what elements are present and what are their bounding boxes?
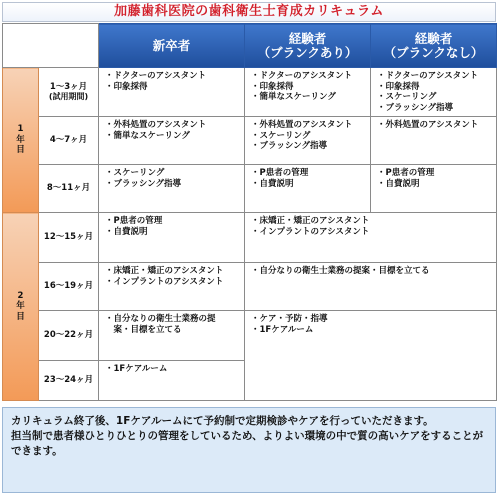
cell-r2-blank	[245, 117, 371, 165]
cell-r5-new	[99, 263, 245, 311]
table-row	[3, 311, 497, 361]
list-item: ・インプラントのアシスタント	[105, 276, 224, 287]
period-label: 8〜11ヶ月	[39, 165, 99, 213]
cell-r4-new	[99, 213, 245, 263]
list-item: ・簡単なスケーリング	[105, 130, 190, 141]
cell-r4-experienced	[245, 213, 497, 263]
list-item: ・ブラッシング指導	[377, 102, 453, 113]
summary-note	[2, 407, 496, 493]
table-row	[3, 263, 497, 311]
list-item: ・P患者の管理	[251, 168, 309, 178]
year-label-1: 1 年 目	[3, 68, 39, 213]
list-item: ・スケーリング	[377, 92, 437, 102]
cell-r6-new	[99, 311, 245, 361]
column-header-experienced-blank: 経験者 （ブランクあり）	[245, 24, 371, 68]
cell-r3-noblank	[371, 165, 497, 213]
cell-r2-new	[99, 117, 245, 165]
note-line-1: カリキュラム終了後、1Fケアルームにて予約制で定期検診やケアを行っていただきます。	[11, 415, 434, 427]
cell-r3-new	[99, 165, 245, 213]
list-item: ・ドクターのアシスタント	[105, 71, 207, 81]
list-item: ・印象採得	[251, 81, 294, 92]
list-item: ・印象採得	[105, 81, 148, 92]
list-item: ・P患者の管理	[105, 216, 163, 226]
header-row	[3, 24, 497, 68]
list-item: ・ドクターのアシスタント	[377, 71, 479, 81]
list-item: ・P患者の管理	[377, 168, 435, 178]
table-row	[3, 213, 497, 263]
list-item: ・床矯正・矯正のアシスタント	[251, 216, 370, 226]
page-title: 加藤歯科医院の歯科衛生士育成カリキュラム	[2, 2, 496, 22]
cell-r1-blank	[245, 68, 371, 117]
cell-r2-noblank	[371, 117, 497, 165]
cell-r7-new	[99, 361, 245, 401]
cell-r1-noblank	[371, 68, 497, 117]
list-item: ・ドクターのアシスタント	[251, 71, 353, 81]
list-item: ・自分なりの衛生士業務の提	[105, 314, 216, 324]
list-item: 案・目標を立てる	[105, 324, 182, 335]
list-item: ・ブラッシング指導	[105, 178, 181, 189]
cell-r6-experienced	[245, 311, 497, 401]
list-item: ・スケーリング	[105, 168, 165, 178]
period-label: 16〜19ヶ月	[39, 263, 99, 311]
cell-r3-blank	[245, 165, 371, 213]
list-item: ・床矯正・矯正のアシスタント	[105, 266, 224, 276]
list-item: ・ケア・予防・指導	[251, 314, 328, 324]
list-item: ・外科処置のアシスタント	[377, 120, 479, 130]
list-item: ・自費説明	[251, 178, 294, 189]
list-item: ・自費説明	[377, 178, 420, 189]
list-item: ・ブラッシング指導	[251, 141, 327, 151]
list-item: ・簡単なスケーリング	[251, 92, 336, 102]
list-item: ・印象採得	[377, 81, 420, 92]
column-header-new-grad: 新卒者	[99, 24, 245, 68]
list-item: ・1Fケアルーム	[251, 324, 314, 335]
period-label: 4〜7ヶ月	[39, 117, 99, 165]
corner-cell	[3, 24, 99, 68]
period-label: 12〜15ヶ月	[39, 213, 99, 263]
list-item: ・外科処置のアシスタント	[105, 120, 207, 130]
year-label-2: 2 年 目	[3, 213, 39, 401]
cell-r5-experienced	[245, 263, 497, 311]
curriculum-table	[2, 23, 497, 401]
period-label: 1〜3ヶ月 (試用期間)	[39, 68, 99, 117]
list-item: ・自分なりの衛生士業務の提案・目標を立てる	[251, 266, 430, 276]
period-label: 23〜24ヶ月	[39, 361, 99, 401]
period-label: 20〜22ヶ月	[39, 311, 99, 361]
list-item: ・スケーリング	[251, 130, 311, 141]
note-line-2: 担当制で患者様ひとりひとりの管理をしているため、よりよい環境の中で質の高いケアをすることができます。	[11, 430, 484, 457]
column-header-experienced-no-blank: 経験者 （ブランクなし）	[371, 24, 497, 68]
table-row	[3, 165, 497, 213]
table-row	[3, 68, 497, 117]
table-row	[3, 117, 497, 165]
list-item: ・外科処置のアシスタント	[251, 120, 353, 130]
list-item: ・インプラントのアシスタント	[251, 226, 370, 237]
list-item: ・1Fケアルーム	[105, 364, 168, 374]
cell-r1-new	[99, 68, 245, 117]
list-item: ・自費説明	[105, 226, 148, 237]
